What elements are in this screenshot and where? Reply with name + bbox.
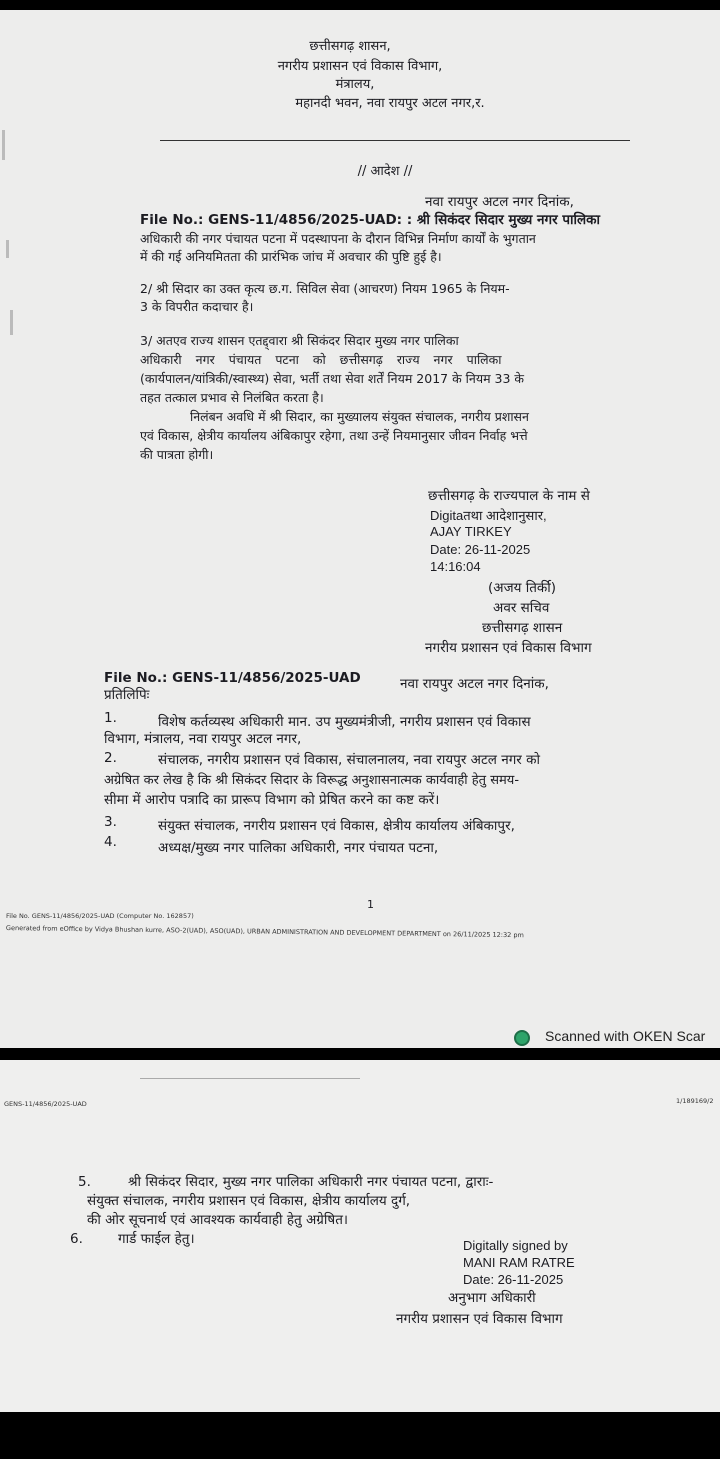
signature2-digital: Digitally signed by	[463, 1238, 568, 1253]
page2-file-ref: GENS-11/4856/2025-UAD	[4, 1100, 87, 1108]
copy-item-2-line1: संचालक, नगरीय प्रशासन एवं विकास, संचालनालय, नवा रायपुर अटल नगर को	[158, 752, 540, 768]
signature1-time: 14:16:04	[430, 559, 481, 574]
page-number: 1	[367, 898, 374, 911]
footer-generated-line: Generated from eOffice by Vidya Bhushan kurre, ASO-2(UAD), ASO(UAD), URBAN ADMINISTRATION AND DEVELOPMENT DEPARTMENT on 26/11/2025 12:32 pm	[5, 924, 524, 940]
order-place-date: नवा रायपुर अटल नगर दिनांक,	[425, 194, 574, 210]
copy-item-5-number: 5.	[78, 1174, 91, 1190]
copy-item-3-number: 3.	[104, 814, 117, 830]
footer-file-line: File No. GENS-11/4856/2025-UAD (Computer No. 162857)	[6, 912, 194, 920]
copy-item-6-number: 6.	[70, 1231, 83, 1247]
document-page-1	[0, 10, 720, 1048]
copy-item-4-line1: अध्यक्ष/मुख्य नगर पालिका अधिकारी, नगर पंचायत पटना,	[158, 840, 439, 856]
para3-line4: तहत तत्काल प्रभाव से निलंबित करता है।	[140, 390, 324, 405]
signature2-name: MANI RAM RATRE	[463, 1255, 575, 1270]
copy-item-2-line3: सीमा में आरोप पत्रादि का प्रारूप विभाग को प्रेषित करने का कष्ट करें।	[104, 792, 440, 808]
copy-file-no: File No.: GENS-11/4856/2025-UAD	[104, 670, 361, 686]
signature1-department: नगरीय प्रशासन एवं विकास विभाग	[425, 640, 592, 656]
copy-item-3-line1: संयुक्त संचालक, नगरीय प्रशासन एवं विकास, क्षेत्रीय कार्यालय अंबिकापुर,	[158, 818, 515, 834]
copy-item-2-number: 2.	[104, 750, 117, 766]
para1-line2: अधिकारी की नगर पंचायत पटना में पदस्थापना के दौरान विभिन्न निर्माण कार्यों के भुगतान	[140, 231, 536, 246]
para1-line3: में की गई अनियमितता की प्रारंभिक जांच में अवचार की पुष्टि हुई है।	[140, 249, 442, 264]
top-black-border	[0, 0, 720, 10]
para2-line1: 2/ श्री सिदार का उक्त कृत्य छ.ग. सिविल सेवा (आचरण) नियम 1965 के नियम-	[140, 281, 510, 296]
copy-item-5-line2: संयुक्त संचालक, नगरीय प्रशासन एवं विकास, क्षेत्रीय कार्यालय दुर्ग,	[87, 1193, 411, 1209]
header-ministry: मंत्रालय,	[335, 77, 375, 92]
scan-artifact	[10, 310, 13, 335]
signature2-date: Date: 26-11-2025	[463, 1272, 564, 1287]
document-page-2	[0, 1060, 720, 1412]
signature1-name: AJAY TIRKEY	[430, 524, 512, 539]
copy-item-2-line2: अग्रेषित कर लेख है कि श्री सिकंदर सिदार के विरूद्ध अनुशासनात्मक कार्यवाही हेतु समय-	[104, 773, 520, 788]
page2-top-rule	[140, 1078, 360, 1079]
copy-item-5-line3: की ओर सूचनार्थ एवं आवश्यक कार्यवाही हेतु अग्रेषित।	[87, 1212, 349, 1228]
para4-line1: निलंबन अवधि में श्री सिदार, का मुख्यालय संयुक्त संचालक, नगरीय प्रशासन	[190, 409, 529, 424]
order-title: // आदेश //	[357, 164, 413, 179]
para4-line3: की पात्रता होगी।	[140, 447, 214, 462]
signature2-designation: अनुभाग अधिकारी	[448, 1290, 536, 1306]
scanner-watermark: Scanned with OKEN Scar	[545, 1028, 706, 1044]
scan-artifact	[6, 240, 9, 258]
copy-label: प्रतिलिपिः	[104, 687, 150, 703]
para3-line2: अधिकारी नगर पंचायत पटना को छत्तीसगढ़ राज्य नगर पालिका	[140, 352, 502, 367]
copy-item-6-line1: गार्ड फाईल हेतु।	[118, 1231, 195, 1247]
header-govt: छत्तीसगढ़ शासन,	[309, 39, 391, 54]
signature1-govt: छत्तीसगढ़ शासन	[482, 620, 563, 636]
signature1-hindi-name: (अजय तिर्की)	[488, 580, 557, 596]
para4-line2: एवं विकास, क्षेत्रीय कार्यालय अंबिकापुर रहेगा, तथा उन्हें नियमानुसार जीवन निर्वाह भत्ते	[140, 428, 528, 443]
copy-item-4-number: 4.	[104, 834, 117, 850]
order-file-line: File No.: GENS-11/4856/2025-UAD: : श्री सिकंदर सिदार मुख्य नगर पालिका	[140, 212, 600, 228]
header-divider	[160, 140, 630, 141]
page2-page-ref: 1/189169/2	[676, 1097, 714, 1105]
copy-item-5-line1: श्री सिकंदर सिदार, मुख्य नगर पालिका अधिकारी नगर पंचायत पटना, द्वाराः-	[128, 1174, 494, 1190]
signature1-digital: Digitaतथा आदेशानुसार,	[430, 508, 547, 523]
copy-item-1-line1: विशेष कर्तव्यस्थ अधिकारी मान. उप मुख्यमंत्रीजी, नगरीय प्रशासन एवं विकास	[158, 714, 531, 730]
para2-line2: 3 के विपरीत कदाचार है।	[140, 299, 254, 314]
header-department: नगरीय प्रशासन एवं विकास विभाग,	[277, 59, 443, 74]
para3-line1: 3/ अतएव राज्य शासन एतद्द्वारा श्री सिकंदर सिदार मुख्य नगर पालिका	[140, 333, 459, 348]
header-address: महानदी भवन, नवा रायपुर अटल नगर,र.	[295, 96, 485, 111]
copy-item-1-number: 1.	[104, 710, 117, 726]
para3-line3: (कार्यपालन/यांत्रिकी/स्वास्थ्य) सेवा, भर्ती तथा सेवा शर्तें नियम 2017 के नियम 33 के	[140, 371, 525, 386]
signature1-date: Date: 26-11-2025	[430, 542, 531, 557]
bottom-black-border	[0, 1412, 720, 1459]
oken-scanner-icon	[514, 1030, 530, 1046]
signature2-department: नगरीय प्रशासन एवं विकास विभाग	[396, 1311, 563, 1327]
copy-item-1-line2: विभाग, मंत्रालय, नवा रायपुर अटल नगर,	[104, 731, 302, 747]
copy-place-date: नवा रायपुर अटल नगर दिनांक,	[400, 676, 549, 692]
scan-artifact	[2, 130, 5, 160]
signature1-authority: छत्तीसगढ़ के राज्यपाल के नाम से	[428, 488, 590, 504]
signature1-designation: अवर सचिव	[493, 600, 550, 616]
